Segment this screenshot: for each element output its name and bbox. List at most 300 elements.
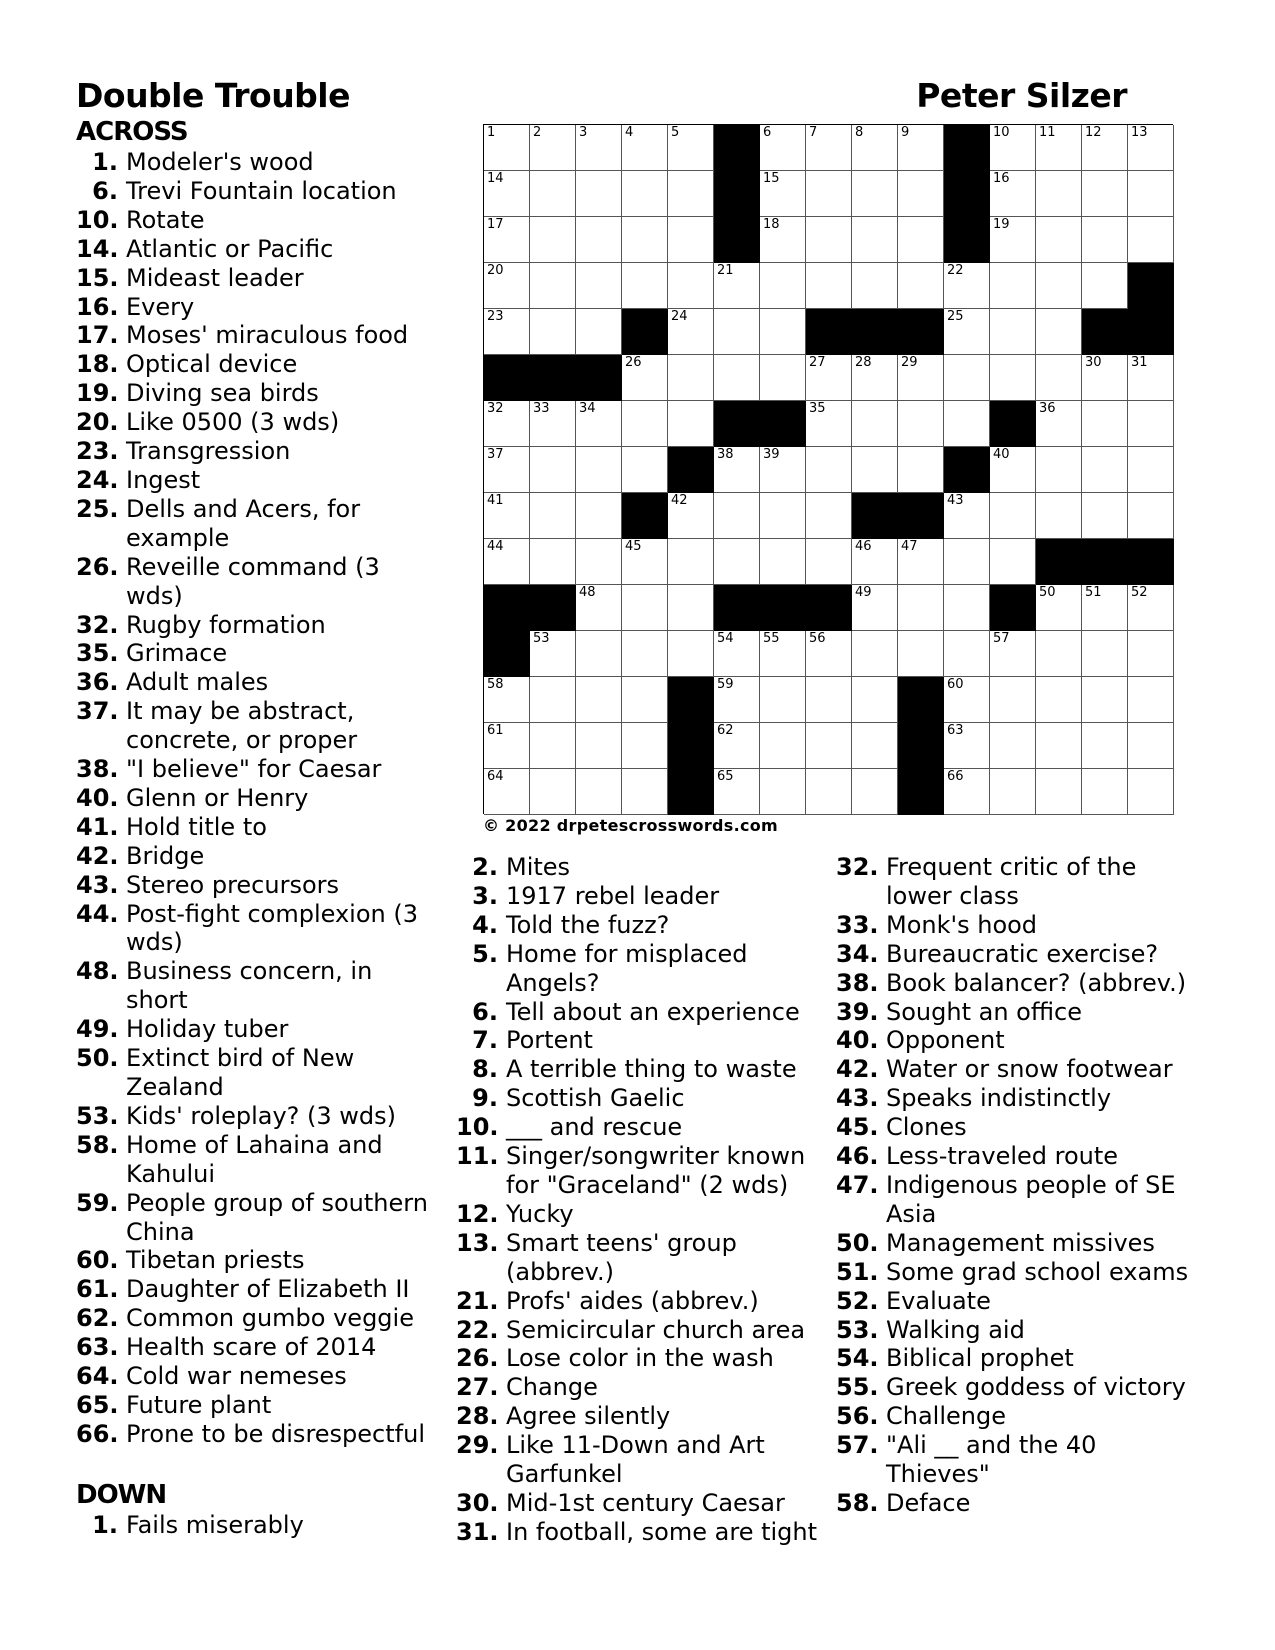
cell-number: 24 <box>671 309 688 324</box>
across-clue[interactable] <box>76 1044 441 1102</box>
grid-cell[interactable] <box>1128 217 1174 263</box>
grid-cell[interactable] <box>668 631 714 677</box>
grid-cell[interactable] <box>760 631 806 677</box>
down-clue[interactable] <box>456 1402 826 1431</box>
across-clue[interactable] <box>76 264 441 293</box>
grid-cell[interactable] <box>576 539 622 585</box>
grid-cell[interactable] <box>622 355 668 401</box>
across-clue[interactable] <box>76 697 441 755</box>
grid-cell[interactable] <box>1128 493 1174 539</box>
grid-cell[interactable] <box>1036 493 1082 539</box>
grid-cell[interactable] <box>1128 769 1174 815</box>
grid-cell[interactable] <box>760 263 806 309</box>
clue-text: Biblical prophet <box>886 1344 1074 1373</box>
clue-text: Opponent <box>886 1026 1005 1055</box>
grid-cell[interactable] <box>484 723 530 769</box>
down-clue[interactable] <box>456 1373 826 1402</box>
grid-cell[interactable] <box>852 401 898 447</box>
across-clue[interactable] <box>76 842 441 871</box>
clue-text: Cold war nemeses <box>126 1362 347 1391</box>
across-clue[interactable] <box>76 177 441 206</box>
grid-cell[interactable] <box>1036 723 1082 769</box>
grid-cell[interactable] <box>484 125 530 171</box>
across-clue[interactable] <box>76 668 441 697</box>
down-clue[interactable] <box>836 1489 1201 1518</box>
grid-cell[interactable] <box>484 539 530 585</box>
grid-cell[interactable] <box>484 447 530 493</box>
cell-number: 3 <box>579 125 588 140</box>
grid-cell[interactable] <box>760 539 806 585</box>
grid-cell[interactable] <box>668 355 714 401</box>
grid-cell[interactable] <box>760 125 806 171</box>
across-clue[interactable] <box>76 784 441 813</box>
grid-cell[interactable] <box>530 309 576 355</box>
across-clue[interactable] <box>76 1333 441 1362</box>
grid-cell[interactable] <box>714 493 760 539</box>
across-clue[interactable] <box>76 379 441 408</box>
grid-cell[interactable] <box>898 447 944 493</box>
grid-cell[interactable] <box>714 309 760 355</box>
grid-cell[interactable] <box>530 447 576 493</box>
down-clue[interactable] <box>836 1373 1201 1402</box>
grid-cell[interactable] <box>576 631 622 677</box>
grid-cell[interactable] <box>530 217 576 263</box>
grid-cell[interactable] <box>1036 263 1082 309</box>
down-clue[interactable] <box>456 998 826 1027</box>
cell-number: 58 <box>487 677 504 692</box>
grid-cell[interactable] <box>622 585 668 631</box>
grid-cell[interactable] <box>990 125 1036 171</box>
down-clue[interactable] <box>456 1431 826 1489</box>
grid-cell[interactable] <box>990 355 1036 401</box>
grid-cell[interactable] <box>530 723 576 769</box>
across-clue[interactable] <box>76 1420 441 1449</box>
grid-cell[interactable] <box>852 677 898 723</box>
across-clue[interactable] <box>76 1189 441 1247</box>
clue-text: Grimace <box>126 639 228 668</box>
grid-cell[interactable] <box>990 447 1036 493</box>
grid-cell[interactable] <box>576 125 622 171</box>
clue-number: 5. <box>472 939 498 968</box>
grid-cell[interactable] <box>576 493 622 539</box>
grid-cell[interactable] <box>944 355 990 401</box>
grid-cell[interactable] <box>530 401 576 447</box>
grid-cell[interactable] <box>714 631 760 677</box>
grid-cell[interactable] <box>1036 401 1082 447</box>
grid-cell[interactable] <box>898 263 944 309</box>
grid-cell[interactable] <box>944 631 990 677</box>
across-clue[interactable] <box>76 1304 441 1333</box>
grid-cell[interactable] <box>576 447 622 493</box>
down-clue[interactable] <box>456 940 826 998</box>
grid-cell[interactable] <box>576 769 622 815</box>
grid-cell[interactable] <box>530 677 576 723</box>
clue-text: Bridge <box>126 841 205 870</box>
grid-cell[interactable] <box>990 217 1036 263</box>
grid-cell[interactable] <box>760 309 806 355</box>
grid-cell[interactable] <box>806 493 852 539</box>
grid-cell[interactable] <box>806 263 852 309</box>
grid-cell[interactable] <box>668 217 714 263</box>
grid-cell[interactable] <box>898 355 944 401</box>
grid-cell[interactable] <box>944 263 990 309</box>
grid-cell[interactable] <box>714 769 760 815</box>
grid-cell[interactable] <box>530 493 576 539</box>
grid-cell[interactable] <box>852 355 898 401</box>
cell-number: 12 <box>1085 125 1102 140</box>
grid-cell[interactable] <box>576 171 622 217</box>
grid-cell[interactable] <box>806 217 852 263</box>
across-clue[interactable] <box>76 235 441 264</box>
grid-cell[interactable] <box>990 631 1036 677</box>
grid-cell[interactable] <box>898 631 944 677</box>
grid-cell[interactable] <box>622 447 668 493</box>
grid-cell[interactable] <box>530 539 576 585</box>
across-clue[interactable] <box>76 755 441 784</box>
cell-number: 15 <box>763 171 780 186</box>
grid-cell[interactable] <box>576 723 622 769</box>
across-clue[interactable] <box>76 553 441 611</box>
across-clue[interactable] <box>76 639 441 668</box>
down-clue[interactable] <box>836 1344 1201 1373</box>
grid-cell[interactable] <box>1036 309 1082 355</box>
grid-cell[interactable] <box>760 769 806 815</box>
grid-cell[interactable] <box>714 447 760 493</box>
down-clue[interactable] <box>836 1055 1201 1084</box>
grid-cell[interactable] <box>1128 125 1174 171</box>
grid-cell[interactable] <box>806 539 852 585</box>
grid-cell[interactable] <box>990 723 1036 769</box>
copyright-notice: © 2022 drpetescrosswords.com <box>483 816 779 835</box>
across-clue[interactable] <box>76 813 441 842</box>
grid-cell[interactable] <box>1036 125 1082 171</box>
grid-cell[interactable] <box>944 493 990 539</box>
down-clue[interactable] <box>456 1518 826 1547</box>
grid-cell[interactable] <box>898 401 944 447</box>
grid-cell[interactable] <box>990 263 1036 309</box>
down-clue[interactable] <box>836 1316 1201 1345</box>
grid-cell[interactable] <box>1082 723 1128 769</box>
down-clue[interactable] <box>456 1316 826 1345</box>
grid-cell[interactable] <box>1082 263 1128 309</box>
down-heading: DOWN <box>76 1480 167 1510</box>
grid-cell[interactable] <box>990 677 1036 723</box>
grid-cell[interactable] <box>760 677 806 723</box>
grid-cell[interactable] <box>714 539 760 585</box>
grid-cell[interactable] <box>1082 677 1128 723</box>
grid-cell[interactable] <box>622 125 668 171</box>
grid-cell[interactable] <box>990 171 1036 217</box>
down-clue[interactable] <box>456 1113 826 1142</box>
across-clue[interactable] <box>76 1391 441 1420</box>
clue-number: 8. <box>472 1055 498 1084</box>
grid-cell[interactable] <box>806 447 852 493</box>
grid-cell[interactable] <box>852 585 898 631</box>
down-clue[interactable] <box>836 853 1201 911</box>
grid-cell[interactable] <box>760 171 806 217</box>
down-clue[interactable] <box>836 1026 1201 1055</box>
grid-cell[interactable] <box>760 217 806 263</box>
grid-cell[interactable] <box>1036 585 1082 631</box>
grid-cell[interactable] <box>668 539 714 585</box>
grid-cell[interactable] <box>1128 171 1174 217</box>
grid-cell[interactable] <box>622 401 668 447</box>
grid-cell[interactable] <box>898 171 944 217</box>
grid-cell[interactable] <box>1128 677 1174 723</box>
grid-cell[interactable] <box>714 263 760 309</box>
grid-cell[interactable] <box>806 677 852 723</box>
grid-cell[interactable] <box>852 723 898 769</box>
grid-cell[interactable] <box>852 263 898 309</box>
down-clue[interactable] <box>836 1142 1201 1171</box>
grid-cell[interactable] <box>622 631 668 677</box>
grid-cell[interactable] <box>944 723 990 769</box>
grid-block <box>714 401 760 447</box>
grid-cell[interactable] <box>622 769 668 815</box>
across-clue[interactable] <box>76 611 441 640</box>
grid-cell[interactable] <box>852 447 898 493</box>
grid-cell[interactable] <box>852 217 898 263</box>
down-clue[interactable] <box>836 940 1201 969</box>
clue-text: Home for misplaced Angels? <box>506 939 748 997</box>
grid-cell[interactable] <box>990 769 1036 815</box>
grid-cell[interactable] <box>484 769 530 815</box>
grid-cell[interactable] <box>1128 723 1174 769</box>
clue-number: 32. <box>76 610 119 639</box>
grid-cell[interactable] <box>852 125 898 171</box>
grid-cell[interactable] <box>806 171 852 217</box>
grid-cell[interactable] <box>668 263 714 309</box>
clue-text: In football, some are tight <box>506 1517 818 1546</box>
grid-cell[interactable] <box>1128 585 1174 631</box>
grid-cell[interactable] <box>1036 769 1082 815</box>
clue-text: Greek goddess of victory <box>886 1373 1186 1402</box>
down-clue[interactable] <box>456 1200 826 1229</box>
grid-cell[interactable] <box>576 677 622 723</box>
grid-cell[interactable] <box>806 631 852 677</box>
clue-number: 63. <box>76 1333 119 1362</box>
grid-cell[interactable] <box>622 723 668 769</box>
grid-cell[interactable] <box>1036 355 1082 401</box>
grid-cell[interactable] <box>576 263 622 309</box>
grid-cell[interactable] <box>760 493 806 539</box>
cell-number: 48 <box>579 585 596 600</box>
across-clue[interactable] <box>76 957 441 1015</box>
across-clue[interactable] <box>76 1102 441 1131</box>
grid-cell[interactable] <box>990 493 1036 539</box>
grid-cell[interactable] <box>668 401 714 447</box>
down-clue[interactable] <box>836 911 1201 940</box>
grid-cell[interactable] <box>1036 217 1082 263</box>
grid-cell[interactable] <box>484 677 530 723</box>
clue-text: Stereo precursors <box>126 870 339 899</box>
grid-cell[interactable] <box>852 171 898 217</box>
down-clue[interactable] <box>456 1142 826 1200</box>
down-clue[interactable] <box>456 882 826 911</box>
grid-cell[interactable] <box>530 125 576 171</box>
grid-cell[interactable] <box>484 217 530 263</box>
grid-cell[interactable] <box>1082 585 1128 631</box>
grid-cell[interactable] <box>1082 355 1128 401</box>
down-clue[interactable] <box>836 1258 1201 1287</box>
clue-text: Speaks indistinctly <box>886 1084 1112 1113</box>
grid-cell[interactable] <box>484 493 530 539</box>
grid-cell[interactable] <box>622 217 668 263</box>
across-clue[interactable] <box>76 1275 441 1304</box>
grid-cell[interactable] <box>760 723 806 769</box>
across-clue[interactable] <box>76 871 441 900</box>
grid-cell[interactable] <box>622 539 668 585</box>
down-clue[interactable] <box>456 1084 826 1113</box>
across-clue[interactable] <box>76 321 441 350</box>
grid-cell[interactable] <box>1036 631 1082 677</box>
grid-cell[interactable] <box>898 217 944 263</box>
cell-number: 33 <box>533 401 550 416</box>
clue-text: Rugby formation <box>126 610 326 639</box>
grid-cell[interactable] <box>484 401 530 447</box>
clue-number: 4. <box>472 910 498 939</box>
grid-cell[interactable] <box>1036 677 1082 723</box>
grid-cell[interactable] <box>944 769 990 815</box>
grid-cell[interactable] <box>530 263 576 309</box>
clue-text: Dells and Acers, for example <box>126 494 361 552</box>
down-clue[interactable] <box>836 1431 1201 1489</box>
grid-cell[interactable] <box>622 677 668 723</box>
grid-cell[interactable] <box>484 171 530 217</box>
grid-cell[interactable] <box>760 355 806 401</box>
grid-cell[interactable] <box>1036 447 1082 493</box>
down-clue[interactable] <box>836 998 1201 1027</box>
grid-cell[interactable] <box>1128 447 1174 493</box>
grid-cell[interactable] <box>1082 401 1128 447</box>
grid-cell[interactable] <box>944 401 990 447</box>
grid-cell[interactable] <box>1082 769 1128 815</box>
grid-cell[interactable] <box>944 585 990 631</box>
grid-cell[interactable] <box>576 309 622 355</box>
grid-cell[interactable] <box>990 309 1036 355</box>
clue-text: Mid-1st century Caesar <box>506 1488 785 1517</box>
grid-cell[interactable] <box>530 631 576 677</box>
down-clue[interactable] <box>456 1489 826 1518</box>
clue-number: 39. <box>836 997 879 1026</box>
grid-cell[interactable] <box>530 171 576 217</box>
down-clue[interactable] <box>836 969 1201 998</box>
grid-cell[interactable] <box>806 401 852 447</box>
across-clue[interactable] <box>76 350 441 379</box>
down-clue[interactable] <box>836 1171 1201 1229</box>
grid-cell[interactable] <box>622 263 668 309</box>
down-clue[interactable] <box>76 1511 441 1540</box>
grid-cell[interactable] <box>576 401 622 447</box>
down-clue[interactable] <box>836 1287 1201 1316</box>
grid-cell[interactable] <box>944 677 990 723</box>
across-clue[interactable] <box>76 1362 441 1391</box>
grid-cell[interactable] <box>668 171 714 217</box>
grid-cell[interactable] <box>1082 493 1128 539</box>
across-clue[interactable] <box>76 437 441 466</box>
grid-cell[interactable] <box>806 723 852 769</box>
across-clue[interactable] <box>76 1131 441 1189</box>
grid-cell[interactable] <box>668 585 714 631</box>
clue-text: ___ and rescue <box>506 1113 683 1142</box>
across-clue[interactable] <box>76 148 441 177</box>
grid-cell[interactable] <box>806 125 852 171</box>
clue-number: 23. <box>76 437 119 466</box>
grid-cell[interactable] <box>990 539 1036 585</box>
grid-cell[interactable] <box>806 769 852 815</box>
grid-cell[interactable] <box>1128 631 1174 677</box>
grid-cell[interactable] <box>898 125 944 171</box>
grid-cell[interactable] <box>1128 401 1174 447</box>
grid-cell[interactable] <box>852 631 898 677</box>
across-clue[interactable] <box>76 293 441 322</box>
down-clue[interactable] <box>456 1026 826 1055</box>
grid-cell[interactable] <box>1082 631 1128 677</box>
grid-cell[interactable] <box>1082 171 1128 217</box>
across-clue[interactable] <box>76 206 441 235</box>
clue-number: 21. <box>456 1286 499 1315</box>
grid-cell[interactable] <box>714 723 760 769</box>
grid-cell[interactable] <box>1128 355 1174 401</box>
grid-cell[interactable] <box>576 217 622 263</box>
across-clue[interactable] <box>76 1246 441 1275</box>
down-clue[interactable] <box>456 1287 826 1316</box>
grid-cell[interactable] <box>1082 447 1128 493</box>
grid-cell[interactable] <box>806 355 852 401</box>
grid-cell[interactable] <box>1082 217 1128 263</box>
grid-cell[interactable] <box>530 769 576 815</box>
down-clue[interactable] <box>456 1055 826 1084</box>
grid-cell[interactable] <box>944 539 990 585</box>
across-clue[interactable] <box>76 900 441 958</box>
clue-text: Business concern, in short <box>126 957 373 1015</box>
clue-text: Less-traveled route <box>886 1142 1119 1171</box>
clue-text: Evaluate <box>886 1286 991 1315</box>
grid-cell[interactable] <box>484 309 530 355</box>
grid-cell[interactable] <box>668 125 714 171</box>
down-clue[interactable] <box>836 1229 1201 1258</box>
down-clue[interactable] <box>836 1113 1201 1142</box>
grid-cell[interactable] <box>714 355 760 401</box>
grid-cell[interactable] <box>1082 125 1128 171</box>
grid-cell[interactable] <box>714 677 760 723</box>
across-clue[interactable] <box>76 495 441 553</box>
across-clue[interactable] <box>76 466 441 495</box>
across-clue[interactable] <box>76 1015 441 1044</box>
grid-cell[interactable] <box>760 447 806 493</box>
grid-cell[interactable] <box>622 171 668 217</box>
down-clue[interactable] <box>836 1402 1201 1431</box>
grid-cell[interactable] <box>944 309 990 355</box>
grid-cell[interactable] <box>668 309 714 355</box>
down-clue[interactable] <box>456 1229 826 1287</box>
down-clue[interactable] <box>456 911 826 940</box>
grid-cell[interactable] <box>668 493 714 539</box>
across-clue[interactable] <box>76 408 441 437</box>
down-clue[interactable] <box>836 1084 1201 1113</box>
down-clue[interactable] <box>456 853 826 882</box>
cell-number: 50 <box>1039 585 1056 600</box>
down-clue[interactable] <box>456 1344 826 1373</box>
grid-cell[interactable] <box>898 539 944 585</box>
grid-cell[interactable] <box>484 263 530 309</box>
grid-cell[interactable] <box>898 585 944 631</box>
cell-number: 41 <box>487 493 504 508</box>
grid-cell[interactable] <box>576 585 622 631</box>
grid-cell[interactable] <box>852 539 898 585</box>
grid-cell[interactable] <box>852 769 898 815</box>
grid-cell[interactable] <box>1036 171 1082 217</box>
